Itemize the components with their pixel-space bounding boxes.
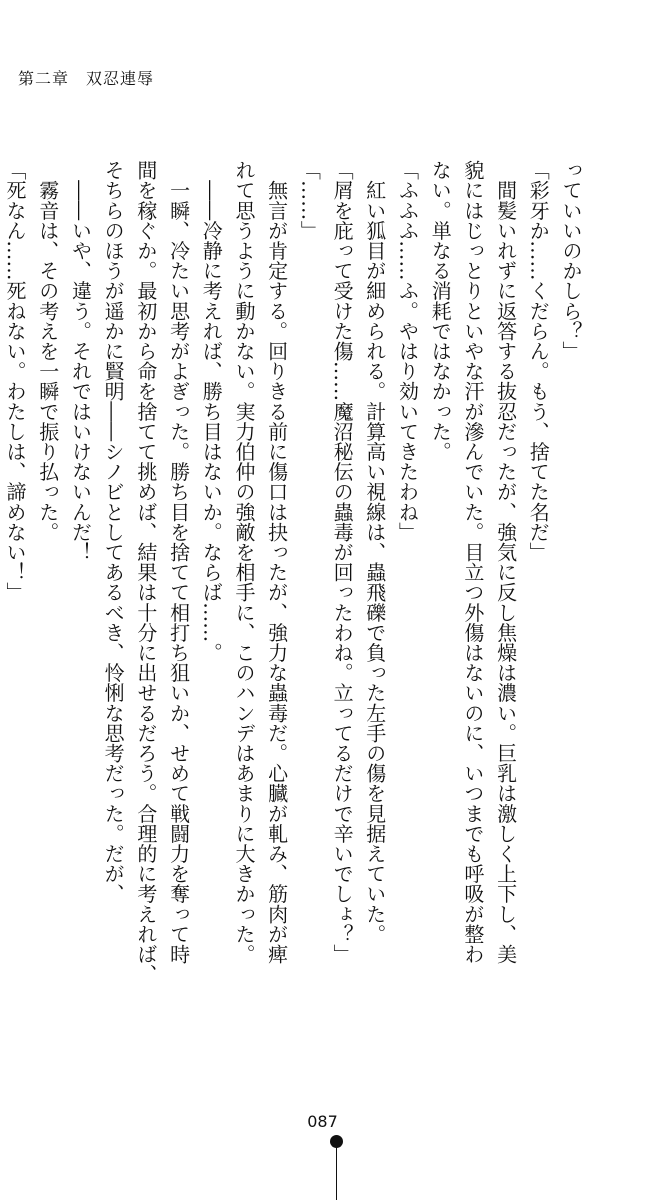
- text-column: 間を稼ぐか。最初から命を捨てて挑めば、結果は十分に出せるだろう。合理的に考えれば、: [133, 160, 158, 985]
- text-column: 「死なん……死ねない。わたしは、諦めない！」: [3, 160, 28, 603]
- text-column: 貌にはじっとりといやな汗が滲んでいた。目立つ外傷はないのに、いつまでも呼吸が整わ: [460, 160, 485, 964]
- text-column: ――冷静に考えれば、勝ち目はないか。ならば……。: [199, 160, 224, 663]
- text-column: 「ふふふ……ふ。やはり効いてきたわね」: [395, 160, 420, 542]
- text-column: れて思うように動かない。実力伯仲の強敵を相手に、このハンデはあまりに大きかった。: [231, 160, 256, 964]
- chapter-header: 第二章 双忍連辱: [18, 69, 155, 88]
- text-column: 無言が肯定する。回りきる前に傷口は抉ったが、強力な蟲毒だ。心臓が軋み、筋肉が痺: [264, 160, 289, 964]
- text-column: 「……」: [297, 160, 322, 241]
- text-column: っていいのかしら？」: [559, 160, 583, 361]
- folio-line-ornament: [336, 1146, 337, 1200]
- text-column: 間髪いれずに返答する抜忍だったが、強気に反し焦燥は濃い。巨乳は激しく上下し、美: [493, 160, 518, 964]
- page-number: 087: [307, 1112, 338, 1131]
- text-column: 霧音は、その考えを一瞬で振り払った。: [35, 160, 60, 542]
- text-column: 一瞬、冷たい思考がよぎった。勝ち目を捨てて相打ち狙いか、せめて戦闘力を奪って時: [166, 160, 191, 964]
- text-column: 「彩牙か……くだらん。もう、捨てた名だ」: [526, 160, 551, 562]
- text-column: ――いや、違う。それではいけないんだ！: [68, 160, 93, 562]
- text-column: そちらのほうが遥かに賢明――シノビとしてあるべき、怜悧な思考だった。だが、: [101, 160, 126, 904]
- text-column: 「屑を庇って受けた傷……魔沼秘伝の蟲毒が回ったわね。立ってるだけで辛いでしょ？」: [330, 160, 355, 964]
- vertical-body-text: [0, 160, 587, 985]
- text-column: 紅い狐目が細められる。計算高い視線は、蟲飛礫で負った左手の傷を見据えていた。: [362, 160, 387, 944]
- text-column: ない。単なる消耗ではなかった。: [428, 160, 453, 462]
